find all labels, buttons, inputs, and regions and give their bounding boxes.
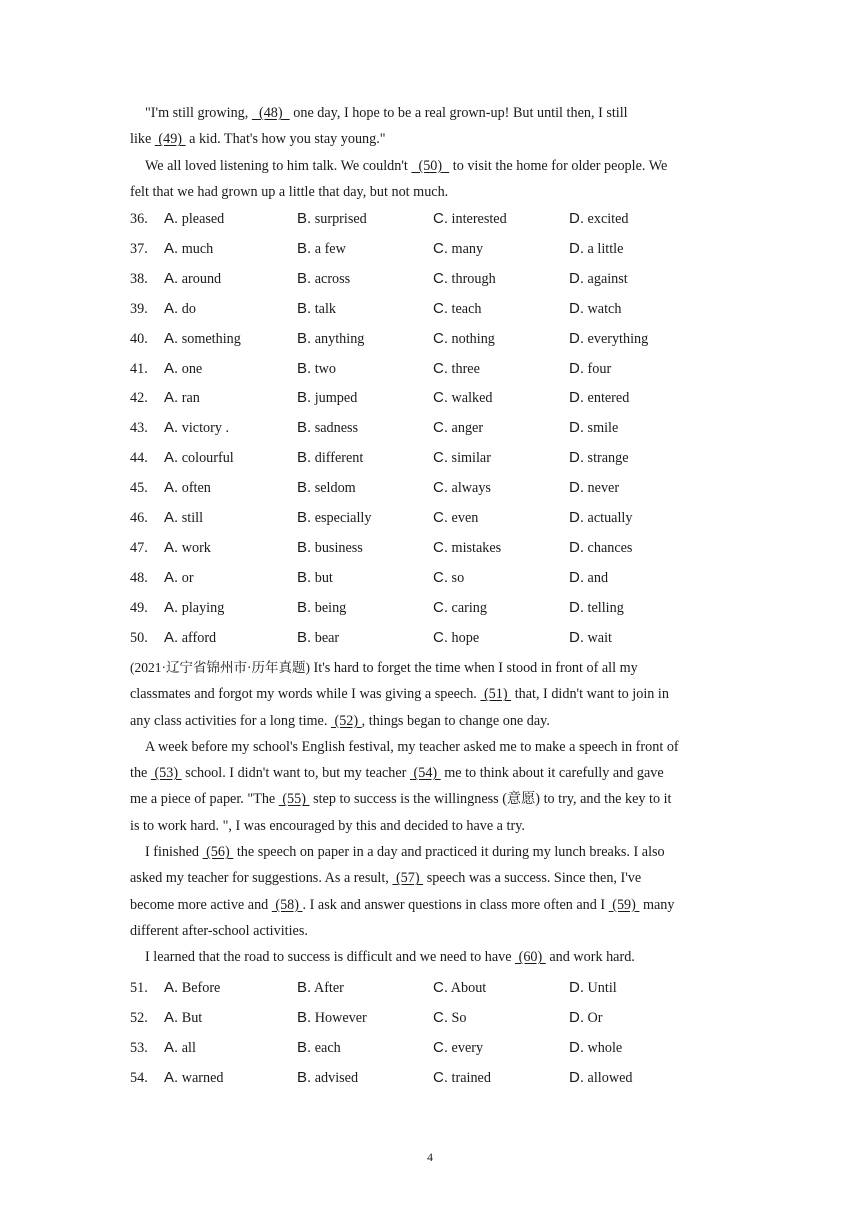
blank-59: (59) xyxy=(608,896,640,913)
option-b xyxy=(297,418,358,438)
option-text: four xyxy=(587,360,612,377)
option-b xyxy=(297,209,367,229)
option-d xyxy=(569,1008,603,1028)
option-text: much xyxy=(181,240,214,257)
option-text: through xyxy=(451,270,496,287)
option-letter: A. xyxy=(164,598,179,616)
question-row xyxy=(130,978,750,1008)
option-letter: A. xyxy=(164,1038,179,1056)
option-b xyxy=(297,1068,358,1088)
option-text: so xyxy=(451,569,465,586)
option-text: caring xyxy=(451,599,487,616)
option-text: never xyxy=(587,480,620,497)
blank-56: (56) xyxy=(202,844,234,861)
option-text: do xyxy=(181,300,196,317)
question-row xyxy=(130,209,750,239)
option-letter: C. xyxy=(433,299,448,317)
option-text: against xyxy=(587,270,628,287)
option-text: victory . xyxy=(181,420,230,437)
passage-2: (2021·辽宁省锦州市·历年真题) It's hard to forget the time when I stood in front of all my classmates and forgot my words while I was giving a speech. (51) that, I didn't want to join in any class activities for a long time. (52) , things began to change one day. A week before my school's English festival, my teacher asked me to make a speech in front of the (53) school. I didn't want to, but my teacher (54) me to think about it carefully and gave me a piece of paper. "The (55) step to success is the willingness (意愿) to try, and the key to it is to work hard. ", I was encouraged by this and decided to have a try. I finished (56) the speech on paper in a day and practiced it during my lunch breaks. I also asked my teacher for suggestions. As a result, (57) speech was a success. Since then, I've become more active and (58) . I ask and answer questions in class more often and I (59) many different after-school activities. I learned that the road to success is difficult and we need to have (60) and work hard. xyxy=(130,660,679,966)
option-text: afford xyxy=(181,629,217,646)
option-letter: B. xyxy=(297,509,312,526)
option-text: a little xyxy=(587,240,624,257)
option-text: hope xyxy=(451,629,480,646)
question-row xyxy=(130,269,750,299)
option-text: watch xyxy=(587,300,622,317)
option-text: smile xyxy=(587,420,619,437)
option-letter: A. xyxy=(164,1008,179,1026)
option-a xyxy=(164,448,234,468)
option-text: seldom xyxy=(314,480,356,497)
page-number: 4 xyxy=(427,1150,433,1164)
option-a xyxy=(164,239,213,259)
question-row xyxy=(130,1008,750,1038)
passage-1-continued: "I'm still growing, (48) one day, I hope to be a real grown-up! But until then, I still like (49) a kid. That's how you stay young." We all loved listening to him talk. We couldn't (50) to visit the home for older people. We felt that we had grown up a little that day, but not much. xyxy=(130,105,668,200)
question-row xyxy=(130,508,750,538)
option-text: But xyxy=(181,1009,203,1026)
option-letter: A. xyxy=(164,479,179,497)
option-letter: C. xyxy=(433,628,448,646)
option-letter: B. xyxy=(297,1068,312,1086)
option-text: or xyxy=(181,569,194,586)
option-a xyxy=(164,388,200,408)
option-text: So xyxy=(451,1009,467,1026)
question-number: 43. xyxy=(130,420,148,437)
option-letter: A. xyxy=(164,419,179,437)
question-row xyxy=(130,239,750,269)
option-letter: A. xyxy=(164,538,179,556)
option-letter: B. xyxy=(297,1038,312,1056)
question-number: 52. xyxy=(130,1009,148,1026)
option-b xyxy=(297,538,363,558)
option-b xyxy=(297,978,344,998)
option-text: similar xyxy=(451,450,491,467)
option-d xyxy=(569,448,629,468)
blank-51: (51) xyxy=(480,686,512,703)
option-d xyxy=(569,1038,622,1058)
option-text: something xyxy=(181,330,241,347)
option-letter: A. xyxy=(164,329,179,347)
option-letter: C. xyxy=(433,1068,448,1086)
option-text: excited xyxy=(587,211,629,227)
question-number: 44. xyxy=(130,450,148,467)
option-text: teach xyxy=(451,300,482,317)
option-text: around xyxy=(181,270,222,287)
option-c xyxy=(433,329,495,349)
option-letter: B. xyxy=(297,479,312,497)
option-letter: B. xyxy=(297,299,312,317)
option-c xyxy=(433,209,507,229)
question-row xyxy=(130,538,750,568)
option-letter: C. xyxy=(433,269,448,287)
option-text: strange xyxy=(587,450,629,467)
option-b xyxy=(297,598,346,618)
option-a xyxy=(164,1068,224,1088)
option-c xyxy=(433,508,478,528)
question-number: 48. xyxy=(130,569,148,586)
option-b xyxy=(297,388,357,408)
option-text: anger xyxy=(451,420,484,437)
option-b xyxy=(297,299,336,319)
option-d xyxy=(569,418,618,438)
option-c xyxy=(433,359,480,379)
option-c xyxy=(433,568,464,588)
option-letter: A. xyxy=(164,1068,179,1086)
option-text: warned xyxy=(181,1069,224,1086)
option-letter: A. xyxy=(164,389,179,407)
question-number: 53. xyxy=(130,1039,148,1056)
option-text: ran xyxy=(181,390,200,407)
option-letter: A. xyxy=(164,239,179,257)
question-number: 49. xyxy=(130,599,148,616)
option-c xyxy=(433,448,491,468)
option-text: interested xyxy=(451,211,507,227)
option-text: especially xyxy=(314,510,372,526)
option-text: and xyxy=(587,569,609,586)
option-d xyxy=(569,388,629,408)
option-text: always xyxy=(451,480,491,497)
option-d xyxy=(569,209,629,229)
question-row xyxy=(130,448,750,478)
option-letter: D. xyxy=(569,210,584,227)
question-number: 40. xyxy=(130,330,148,347)
blank-49: (49) xyxy=(154,131,186,148)
option-c xyxy=(433,1008,467,1028)
option-d xyxy=(569,359,611,379)
option-a xyxy=(164,1038,196,1058)
option-letter: B. xyxy=(297,419,312,437)
question-row xyxy=(130,1068,750,1098)
option-text: business xyxy=(314,539,363,556)
source-label: (2021·辽宁省锦州市·历年真题) xyxy=(130,660,310,675)
option-text: telling xyxy=(587,599,624,616)
option-c xyxy=(433,388,493,408)
option-text: anything xyxy=(314,330,365,347)
option-a xyxy=(164,418,229,438)
option-letter: D. xyxy=(569,269,584,287)
blank-52: (52) xyxy=(330,712,362,729)
option-text: but xyxy=(314,569,333,586)
option-text: entered xyxy=(587,390,630,407)
question-row xyxy=(130,388,750,418)
option-c xyxy=(433,478,491,498)
option-letter: C. xyxy=(433,538,448,556)
option-d xyxy=(569,568,608,588)
option-letter: B. xyxy=(297,628,312,646)
option-letter: C. xyxy=(433,568,448,586)
question-row xyxy=(130,418,750,448)
option-b xyxy=(297,1008,367,1028)
option-d xyxy=(569,1068,632,1088)
option-d xyxy=(569,329,648,349)
blank-57: (57) xyxy=(392,870,424,887)
option-text: three xyxy=(451,360,480,377)
blank-55: (55) xyxy=(278,791,310,808)
option-text: work xyxy=(181,539,211,556)
option-letter: C. xyxy=(433,479,448,497)
question-row xyxy=(130,1038,750,1068)
option-letter: A. xyxy=(164,210,179,227)
option-a xyxy=(164,359,202,379)
option-a xyxy=(164,598,224,618)
option-c xyxy=(433,628,479,648)
option-text: sadness xyxy=(314,420,359,437)
option-letter: C. xyxy=(433,419,448,437)
option-text: allowed xyxy=(587,1069,633,1086)
option-letter: A. xyxy=(164,509,179,526)
option-letter: D. xyxy=(569,359,584,377)
question-row xyxy=(130,299,750,329)
option-c xyxy=(433,239,483,259)
option-a xyxy=(164,1008,202,1028)
option-b xyxy=(297,478,356,498)
option-letter: D. xyxy=(569,479,584,497)
option-c xyxy=(433,299,481,319)
option-text: Or xyxy=(587,1009,603,1026)
option-letter: A. xyxy=(164,269,179,287)
option-text: actually xyxy=(587,510,633,526)
option-letter: C. xyxy=(433,449,448,467)
option-letter: C. xyxy=(433,1038,448,1056)
option-text: wait xyxy=(587,629,612,646)
option-letter: A. xyxy=(164,568,179,586)
option-letter: D. xyxy=(569,568,584,586)
option-letter: B. xyxy=(297,598,312,616)
blank-54: (54) xyxy=(409,765,441,782)
option-letter: D. xyxy=(569,419,584,437)
option-letter: D. xyxy=(569,979,584,996)
option-c xyxy=(433,418,483,438)
option-b xyxy=(297,359,336,379)
option-b xyxy=(297,508,371,528)
blank-53: (53) xyxy=(150,765,182,782)
option-d xyxy=(569,269,628,289)
option-b xyxy=(297,568,333,588)
option-d xyxy=(569,478,619,498)
option-letter: C. xyxy=(433,239,448,257)
option-letter: B. xyxy=(297,269,312,287)
option-text: every xyxy=(451,1039,484,1056)
option-a xyxy=(164,478,211,498)
option-a xyxy=(164,299,196,319)
question-number: 51. xyxy=(130,980,148,996)
option-text: However xyxy=(314,1009,367,1026)
option-letter: D. xyxy=(569,239,584,257)
option-letter: B. xyxy=(297,568,312,586)
option-letter: B. xyxy=(297,359,312,377)
option-b xyxy=(297,628,339,648)
option-c xyxy=(433,538,501,558)
option-text: About xyxy=(450,980,487,996)
option-a xyxy=(164,568,194,588)
option-text: mistakes xyxy=(451,539,502,556)
option-d xyxy=(569,508,632,528)
option-letter: A. xyxy=(164,628,179,646)
option-letter: D. xyxy=(569,1008,584,1026)
option-letter: C. xyxy=(433,598,448,616)
option-letter: B. xyxy=(297,329,312,347)
option-letter: B. xyxy=(297,1008,312,1026)
option-text: bear xyxy=(314,629,340,646)
option-b xyxy=(297,329,364,349)
question-number: 37. xyxy=(130,240,148,257)
option-letter: D. xyxy=(569,538,584,556)
option-d xyxy=(569,978,617,998)
option-b xyxy=(297,269,350,289)
option-letter: C. xyxy=(433,389,448,407)
option-a xyxy=(164,508,203,528)
option-text: across xyxy=(314,270,351,287)
question-row xyxy=(130,478,750,508)
option-text: even xyxy=(451,510,479,526)
option-c xyxy=(433,1068,491,1088)
option-b xyxy=(297,448,363,468)
question-number: 46. xyxy=(130,510,148,526)
option-c xyxy=(433,978,486,998)
option-c xyxy=(433,269,496,289)
option-letter: B. xyxy=(297,449,312,467)
question-number: 39. xyxy=(130,300,148,317)
option-letter: D. xyxy=(569,389,584,407)
option-a xyxy=(164,269,221,289)
blank-58: (58) xyxy=(271,896,303,913)
option-c xyxy=(433,598,487,618)
question-row xyxy=(130,329,750,359)
option-text: playing xyxy=(181,599,225,616)
option-b xyxy=(297,239,346,259)
question-row xyxy=(130,628,750,658)
option-letter: D. xyxy=(569,598,584,616)
option-letter: B. xyxy=(297,239,312,257)
option-text: being xyxy=(314,599,347,616)
option-letter: A. xyxy=(164,449,179,467)
option-letter: C. xyxy=(433,509,448,526)
question-number: 50. xyxy=(130,629,148,646)
option-letter: D. xyxy=(569,1068,584,1086)
option-letter: D. xyxy=(569,1038,584,1056)
option-letter: C. xyxy=(433,210,448,227)
option-a xyxy=(164,209,224,229)
option-text: many xyxy=(451,240,484,257)
question-row xyxy=(130,359,750,389)
option-c xyxy=(433,1038,483,1058)
option-text: two xyxy=(314,360,337,377)
option-text: talk xyxy=(314,300,337,317)
option-letter: D. xyxy=(569,449,584,467)
option-d xyxy=(569,239,623,259)
option-text: often xyxy=(181,480,211,497)
option-text: one xyxy=(181,360,203,377)
option-letter: B. xyxy=(297,979,312,996)
option-text: surprised xyxy=(314,211,367,227)
option-a xyxy=(164,628,216,648)
option-letter: C. xyxy=(433,1008,448,1026)
option-text: jumped xyxy=(314,390,358,407)
option-letter: B. xyxy=(297,538,312,556)
option-text: trained xyxy=(451,1069,491,1086)
question-number: 45. xyxy=(130,480,148,497)
option-letter: D. xyxy=(569,509,584,526)
option-letter: D. xyxy=(569,329,584,347)
option-d xyxy=(569,598,624,618)
option-text: advised xyxy=(314,1069,359,1086)
option-letter: B. xyxy=(297,389,312,407)
option-letter: C. xyxy=(433,329,448,347)
option-text: nothing xyxy=(451,330,495,347)
option-letter: D. xyxy=(569,628,584,646)
option-text: pleased xyxy=(181,211,225,227)
option-a xyxy=(164,978,220,998)
blank-50: (50) xyxy=(411,157,450,174)
option-b xyxy=(297,1038,341,1058)
question-number: 42. xyxy=(130,390,148,407)
question-number: 47. xyxy=(130,539,148,556)
option-text: different xyxy=(314,450,364,467)
option-letter: A. xyxy=(164,299,179,317)
option-letter: A. xyxy=(164,359,179,377)
option-text: everything xyxy=(587,330,649,347)
option-a xyxy=(164,538,211,558)
option-d xyxy=(569,628,612,648)
question-number: 41. xyxy=(130,360,148,377)
option-text: still xyxy=(181,510,204,526)
question-number: 54. xyxy=(130,1069,148,1086)
option-text: all xyxy=(181,1039,196,1056)
option-letter: B. xyxy=(297,210,312,227)
option-a xyxy=(164,329,241,349)
blank-48: (48) xyxy=(251,105,290,121)
option-text: whole xyxy=(587,1039,623,1056)
blank-60: (60) xyxy=(515,949,546,966)
option-letter: A. xyxy=(164,979,179,996)
option-text: Until xyxy=(587,980,617,996)
option-d xyxy=(569,299,621,319)
option-letter: C. xyxy=(433,359,448,377)
question-row xyxy=(130,598,750,628)
option-text: chances xyxy=(587,539,633,556)
option-text: Before xyxy=(181,980,221,996)
option-letter: D. xyxy=(569,299,584,317)
option-text: a few xyxy=(314,240,346,257)
option-letter: C. xyxy=(433,979,448,996)
option-text: colourful xyxy=(181,450,234,467)
question-row xyxy=(130,568,750,598)
question-number: 36. xyxy=(130,211,148,227)
option-text: After xyxy=(313,980,344,996)
option-text: walked xyxy=(451,390,493,407)
option-text: each xyxy=(314,1039,341,1056)
option-d xyxy=(569,538,632,558)
question-number: 38. xyxy=(130,270,148,287)
